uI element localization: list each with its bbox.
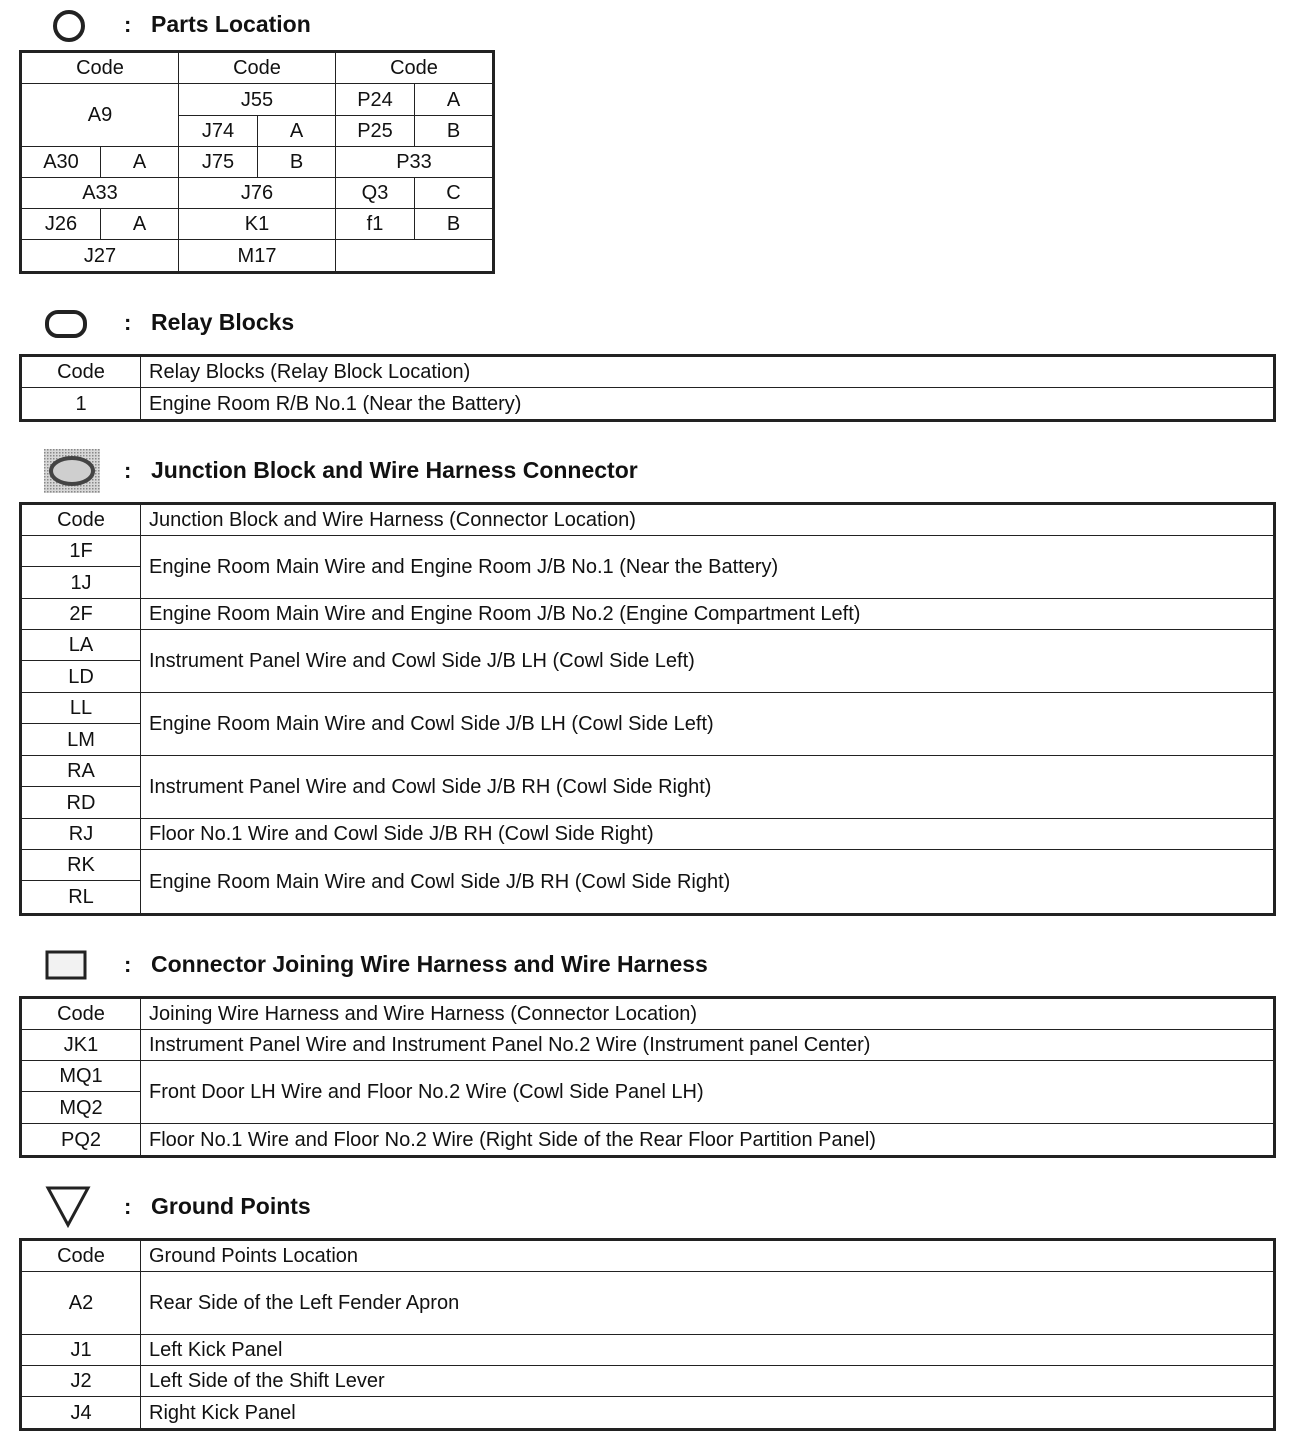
connector-code: PQ2 <box>21 1123 141 1156</box>
column-header: Junction Block and Wire Harness (Connector Location) <box>140 504 1274 536</box>
part-code: A33 <box>21 177 179 209</box>
part-position: A <box>100 146 179 178</box>
connector-code: RD <box>21 786 141 819</box>
connector-code: RK <box>21 849 141 881</box>
part-code: M17 <box>178 239 336 272</box>
connector-code: LA <box>21 629 141 661</box>
ground-code: J4 <box>21 1396 141 1429</box>
ground-code: A2 <box>21 1271 141 1335</box>
connector-code: LL <box>21 692 141 724</box>
section-colon: : <box>124 1194 132 1219</box>
column-header: Code <box>21 504 141 536</box>
connector-location: Engine Room Main Wire and Cowl Side J/B RH (Cowl Side Right) <box>140 849 1274 914</box>
part-code: J55 <box>178 83 336 116</box>
connector-code: RL <box>21 880 141 914</box>
connector-code: RJ <box>21 818 141 850</box>
connector-location: Instrument Panel Wire and Cowl Side J/B LH (Cowl Side Left) <box>140 629 1274 693</box>
column-header: Code <box>21 998 141 1030</box>
empty-cell <box>335 239 493 272</box>
column-header: Code <box>21 356 141 388</box>
connector-code: 1F <box>21 535 141 567</box>
part-code: P24 <box>335 83 415 116</box>
connector-location: Front Door LH Wire and Floor No.2 Wire (Cowl Side Panel LH) <box>140 1060 1274 1124</box>
connector-code: MQ1 <box>21 1060 141 1092</box>
ground-code: J1 <box>21 1334 141 1366</box>
connector-location: Floor No.1 Wire and Floor No.2 Wire (Right Side of the Rear Floor Partition Panel) <box>140 1123 1274 1156</box>
ground-location: Right Kick Panel <box>140 1396 1274 1429</box>
ground-location: Left Kick Panel <box>140 1334 1274 1366</box>
circle-icon <box>52 9 86 43</box>
part-position: A <box>257 115 336 147</box>
part-code: f1 <box>335 208 415 240</box>
connector-location: Floor No.1 Wire and Cowl Side J/B RH (Cowl Side Right) <box>140 818 1274 850</box>
part-code: K1 <box>178 208 336 240</box>
inverted-triangle-icon <box>44 1184 92 1230</box>
relay-location: Engine Room R/B No.1 (Near the Battery) <box>140 387 1274 420</box>
part-code: P33 <box>335 146 493 178</box>
part-code: J27 <box>21 239 179 272</box>
square-icon <box>44 949 88 981</box>
part-position: A <box>100 208 179 240</box>
connector-code: 2F <box>21 598 141 630</box>
part-position: B <box>257 146 336 178</box>
relay-blocks-title: Relay Blocks <box>151 309 295 335</box>
connector-code: LM <box>21 723 141 756</box>
part-code: J76 <box>178 177 336 209</box>
connector-code: MQ2 <box>21 1091 141 1124</box>
part-position: C <box>414 177 493 209</box>
part-code: A30 <box>21 146 101 178</box>
part-code: P25 <box>335 115 415 147</box>
ground-location: Rear Side of the Left Fender Apron <box>140 1271 1274 1335</box>
connector-code: RA <box>21 755 141 787</box>
ground-location: Left Side of the Shift Lever <box>140 1365 1274 1397</box>
part-code: J26 <box>21 208 101 240</box>
shaded-oval-icon <box>44 449 100 493</box>
connector-location: Engine Room Main Wire and Engine Room J/B No.2 (Engine Compartment Left) <box>140 598 1274 630</box>
connector-location: Instrument Panel Wire and Instrument Panel No.2 Wire (Instrument panel Center) <box>140 1029 1274 1061</box>
part-code: J75 <box>178 146 258 178</box>
part-code: J74 <box>178 115 258 147</box>
connector-joining-title: Connector Joining Wire Harness and Wire Harness <box>151 951 708 977</box>
relay-code: 1 <box>21 387 141 420</box>
connector-code: LD <box>21 660 141 693</box>
column-header: Ground Points Location <box>140 1240 1274 1272</box>
connector-location: Instrument Panel Wire and Cowl Side J/B RH (Cowl Side Right) <box>140 755 1274 819</box>
column-header: Code <box>21 1240 141 1272</box>
column-header: Code <box>335 52 493 84</box>
junction-block-title: Junction Block and Wire Harness Connector <box>151 457 638 483</box>
part-position: B <box>414 208 493 240</box>
connector-code: 1J <box>21 566 141 599</box>
section-colon: : <box>124 310 132 335</box>
part-code: Q3 <box>335 177 415 209</box>
column-header: Code <box>178 52 336 84</box>
column-header: Joining Wire Harness and Wire Harness (Connector Location) <box>140 998 1274 1030</box>
ground-code: J2 <box>21 1365 141 1397</box>
part-position: B <box>414 115 493 147</box>
connector-location: Engine Room Main Wire and Cowl Side J/B LH (Cowl Side Left) <box>140 692 1274 756</box>
ground-points-title: Ground Points <box>151 1193 311 1219</box>
parts-location-title: Parts Location <box>151 11 311 37</box>
section-colon: : <box>124 952 132 977</box>
part-code: A9 <box>21 83 179 147</box>
column-header: Code <box>21 52 179 84</box>
section-colon: : <box>124 12 132 37</box>
connector-code: JK1 <box>21 1029 141 1061</box>
rounded-rectangle-icon <box>44 309 88 339</box>
connector-location: Engine Room Main Wire and Engine Room J/B No.1 (Near the Battery) <box>140 535 1274 599</box>
column-header: Relay Blocks (Relay Block Location) <box>140 356 1274 388</box>
section-colon: : <box>124 458 132 483</box>
part-position: A <box>414 83 493 116</box>
